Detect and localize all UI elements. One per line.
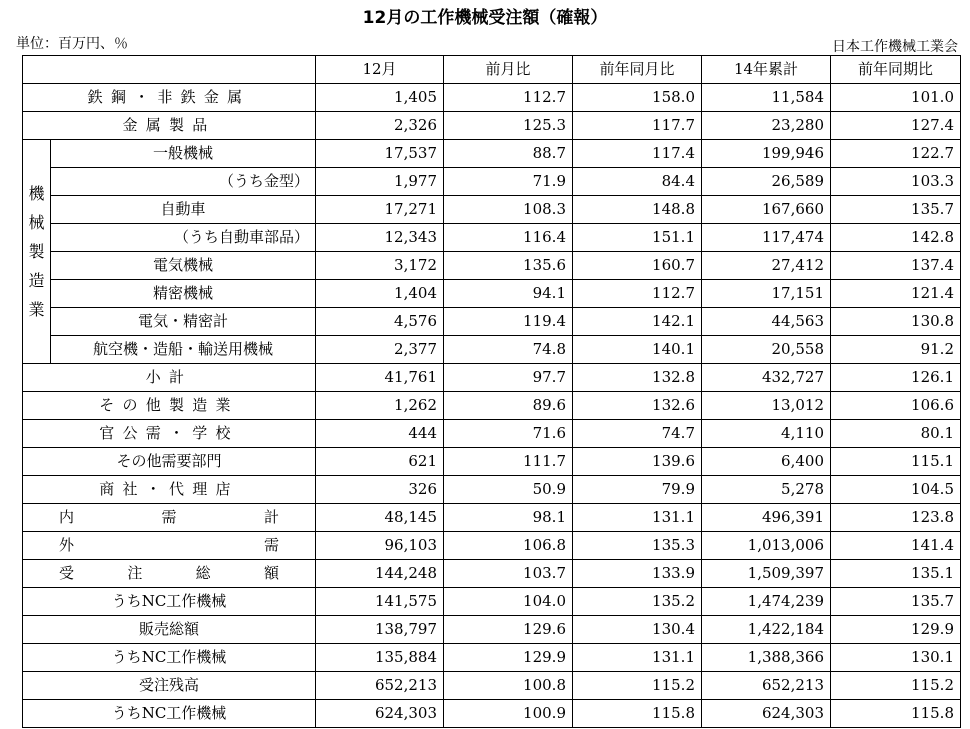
row-label-text: その他製造業: [99, 396, 239, 414]
table-cell: 117,474: [702, 224, 831, 252]
row-label: [23, 644, 316, 672]
table-cell: 98.1: [444, 504, 573, 532]
table-cell: 104.0: [444, 588, 573, 616]
table-cell: 130.4: [573, 616, 702, 644]
table-cell: 125.3: [444, 112, 573, 140]
row-label: [23, 420, 316, 448]
row-label-text: 電気・精密計: [137, 312, 228, 330]
table-cell: 140.1: [573, 336, 702, 364]
table-cell: 23,280: [702, 112, 831, 140]
table-cell: 4,576: [316, 308, 444, 336]
row-label: [23, 476, 316, 504]
table-cell: 17,537: [316, 140, 444, 168]
col-header: 前年同月比: [573, 56, 702, 84]
table-row: [23, 560, 961, 588]
table-cell: 144,248: [316, 560, 444, 588]
table-cell: 17,151: [702, 280, 831, 308]
orders-table: [22, 55, 961, 728]
table-cell: 142.1: [573, 308, 702, 336]
table-cell: 123.8: [831, 504, 961, 532]
table-cell: 148.8: [573, 196, 702, 224]
row-label-text: 金属製品: [122, 116, 216, 134]
table-cell: 621: [316, 448, 444, 476]
table-cell: 130.1: [831, 644, 961, 672]
table-row: [23, 532, 961, 560]
row-label-text: 内需計: [59, 508, 279, 526]
table-cell: 624,303: [316, 700, 444, 728]
row-label-text: 受注総額: [59, 564, 279, 582]
table-cell: 624,303: [702, 700, 831, 728]
table-cell: 151.1: [573, 224, 702, 252]
row-label-text: 自動車: [160, 200, 206, 218]
table-cell: 5,278: [702, 476, 831, 504]
table-cell: 135.6: [444, 252, 573, 280]
table-row: [23, 644, 961, 672]
row-label: [23, 672, 316, 700]
table-cell: 135.1: [831, 560, 961, 588]
table-row: [23, 252, 961, 280]
table-cell: 97.7: [444, 364, 573, 392]
row-label-text: 一般機械: [152, 144, 213, 162]
table-row: [23, 588, 961, 616]
header-corner: [23, 56, 316, 84]
table-cell: 106.6: [831, 392, 961, 420]
table-cell: 652,213: [702, 672, 831, 700]
row-label: [51, 308, 316, 336]
table-cell: 141,575: [316, 588, 444, 616]
table-cell: 142.8: [831, 224, 961, 252]
table-cell: 131.1: [573, 644, 702, 672]
table-cell: 20,558: [702, 336, 831, 364]
table-cell: 129.9: [831, 616, 961, 644]
table-cell: 160.7: [573, 252, 702, 280]
table-cell: 1,977: [316, 168, 444, 196]
table-cell: 135.3: [573, 532, 702, 560]
row-label: [23, 532, 316, 560]
table-cell: 44,563: [702, 308, 831, 336]
row-label: [51, 336, 316, 364]
table-cell: 27,412: [702, 252, 831, 280]
row-label: [51, 140, 316, 168]
table-cell: 4,110: [702, 420, 831, 448]
table-cell: 138,797: [316, 616, 444, 644]
table-row: [23, 308, 961, 336]
table-row: [23, 140, 961, 168]
table-cell: 199,946: [702, 140, 831, 168]
table-cell: 108.3: [444, 196, 573, 224]
row-label-text: うちNC工作機械: [111, 592, 227, 610]
table-cell: 100.8: [444, 672, 573, 700]
table-cell: 41,761: [316, 364, 444, 392]
table-row: [23, 84, 961, 112]
table-cell: 6,400: [702, 448, 831, 476]
table-cell: 26,589: [702, 168, 831, 196]
table-cell: 2,326: [316, 112, 444, 140]
table-cell: 112.7: [444, 84, 573, 112]
table-row: [23, 336, 961, 364]
col-header: 前年同期比: [831, 56, 961, 84]
row-label: [51, 252, 316, 280]
table-cell: 103.7: [444, 560, 573, 588]
table-cell: 106.8: [444, 532, 573, 560]
table-cell: 74.8: [444, 336, 573, 364]
table-cell: 80.1: [831, 420, 961, 448]
table-cell: 444: [316, 420, 444, 448]
table-cell: 117.7: [573, 112, 702, 140]
row-label: [51, 280, 316, 308]
table-row: [23, 224, 961, 252]
table-cell: 139.6: [573, 448, 702, 476]
table-cell: 79.9: [573, 476, 702, 504]
table-cell: 1,262: [316, 392, 444, 420]
table-cell: 129.9: [444, 644, 573, 672]
table-cell: 133.9: [573, 560, 702, 588]
table-cell: 126.1: [831, 364, 961, 392]
table-cell: 130.8: [831, 308, 961, 336]
table-cell: 132.8: [573, 364, 702, 392]
unit-label: 単位：百万円、％: [16, 36, 128, 52]
table-row: [23, 112, 961, 140]
table-cell: 115.1: [831, 448, 961, 476]
col-header: 14年累計: [702, 56, 831, 84]
row-label: [23, 112, 316, 140]
table-row: [23, 168, 961, 196]
row-label: [23, 700, 316, 728]
table-cell: 115.2: [573, 672, 702, 700]
row-label: [23, 392, 316, 420]
table-cell: 135,884: [316, 644, 444, 672]
table-row: [23, 280, 961, 308]
row-label-text: 商社・代理店: [99, 480, 239, 498]
table-cell: 1,405: [316, 84, 444, 112]
table-cell: 115.2: [831, 672, 961, 700]
table-row: [23, 420, 961, 448]
table-row: [23, 672, 961, 700]
table-cell: 71.9: [444, 168, 573, 196]
table-cell: 135.7: [831, 196, 961, 224]
table-cell: 1,013,006: [702, 532, 831, 560]
table-cell: 89.6: [444, 392, 573, 420]
row-label-text: 外需: [59, 536, 279, 554]
row-label-text: 受注残高: [138, 676, 199, 694]
table-cell: 137.4: [831, 252, 961, 280]
row-label: [51, 168, 316, 196]
table-cell: 3,172: [316, 252, 444, 280]
table-cell: 132.6: [573, 392, 702, 420]
table-cell: 432,727: [702, 364, 831, 392]
row-label-text: 電気機械: [152, 256, 213, 274]
table-row: [23, 700, 961, 728]
table-row: [23, 364, 961, 392]
row-label-text: （うち金型）: [218, 172, 309, 190]
row-label-text: 官公需・学校: [99, 424, 239, 442]
table-cell: 48,145: [316, 504, 444, 532]
row-label-text: 小計: [145, 368, 193, 386]
header-row: [23, 56, 961, 84]
table-cell: 119.4: [444, 308, 573, 336]
table-cell: 496,391: [702, 504, 831, 532]
table-cell: 117.4: [573, 140, 702, 168]
table-cell: 1,388,366: [702, 644, 831, 672]
table-cell: 13,012: [702, 392, 831, 420]
table-row: [23, 196, 961, 224]
table-cell: 1,474,239: [702, 588, 831, 616]
table-cell: 103.3: [831, 168, 961, 196]
row-label-text: （うち自動車部品）: [173, 228, 309, 246]
row-label: [23, 560, 316, 588]
table-cell: 127.4: [831, 112, 961, 140]
table-cell: 11,584: [702, 84, 831, 112]
table-row: [23, 504, 961, 532]
table-row: [23, 616, 961, 644]
row-label-text: 航空機・造船・輸送用機械: [92, 340, 273, 358]
table-cell: 115.8: [831, 700, 961, 728]
row-label-text: 精密機械: [152, 284, 213, 302]
table-cell: 101.0: [831, 84, 961, 112]
table-cell: 94.1: [444, 280, 573, 308]
table-cell: 141.4: [831, 532, 961, 560]
table-cell: 1,509,397: [702, 560, 831, 588]
table-cell: 116.4: [444, 224, 573, 252]
table-cell: 91.2: [831, 336, 961, 364]
row-label-text: その他需要部門: [116, 452, 222, 470]
table-cell: 17,271: [316, 196, 444, 224]
table-cell: 135.7: [831, 588, 961, 616]
table-cell: 326: [316, 476, 444, 504]
table-cell: 50.9: [444, 476, 573, 504]
row-label: [51, 224, 316, 252]
table-row: [23, 392, 961, 420]
row-label: [23, 588, 316, 616]
page-title: 12月の工作機械受注額（確報）: [362, 8, 608, 28]
col-header: 12月: [316, 56, 444, 84]
table-cell: 12,343: [316, 224, 444, 252]
table-cell: 129.6: [444, 616, 573, 644]
table-cell: 100.9: [444, 700, 573, 728]
table-cell: 84.4: [573, 168, 702, 196]
table-row: [23, 476, 961, 504]
table-cell: 652,213: [316, 672, 444, 700]
row-label-text: うちNC工作機械: [111, 648, 227, 666]
table-cell: 2,377: [316, 336, 444, 364]
table-cell: 96,103: [316, 532, 444, 560]
table-row: [23, 448, 961, 476]
table-cell: 104.5: [831, 476, 961, 504]
table-cell: 115.8: [573, 700, 702, 728]
table-cell: 158.0: [573, 84, 702, 112]
table-cell: 74.7: [573, 420, 702, 448]
table-cell: 135.2: [573, 588, 702, 616]
row-label: [23, 84, 316, 112]
row-label-text: うちNC工作機械: [111, 704, 227, 722]
row-label: [51, 196, 316, 224]
table-cell: 111.7: [444, 448, 573, 476]
table-cell: 1,404: [316, 280, 444, 308]
table-cell: 1,422,184: [702, 616, 831, 644]
row-label: [23, 364, 316, 392]
row-label-text: 販売総額: [138, 620, 199, 638]
row-label: [23, 504, 316, 532]
table-cell: 131.1: [573, 504, 702, 532]
row-label: [23, 448, 316, 476]
source-label: 日本工作機械工業会: [832, 39, 958, 55]
row-label-text: 鉄鋼・非鉄金属: [87, 88, 251, 106]
table-cell: 121.4: [831, 280, 961, 308]
table-cell: 112.7: [573, 280, 702, 308]
col-header: 前月比: [444, 56, 573, 84]
table-cell: 88.7: [444, 140, 573, 168]
table-cell: 71.6: [444, 420, 573, 448]
table-cell: 122.7: [831, 140, 961, 168]
group-label: 機 械 製 造 業: [23, 140, 51, 364]
table-cell: 167,660: [702, 196, 831, 224]
row-label: [23, 616, 316, 644]
